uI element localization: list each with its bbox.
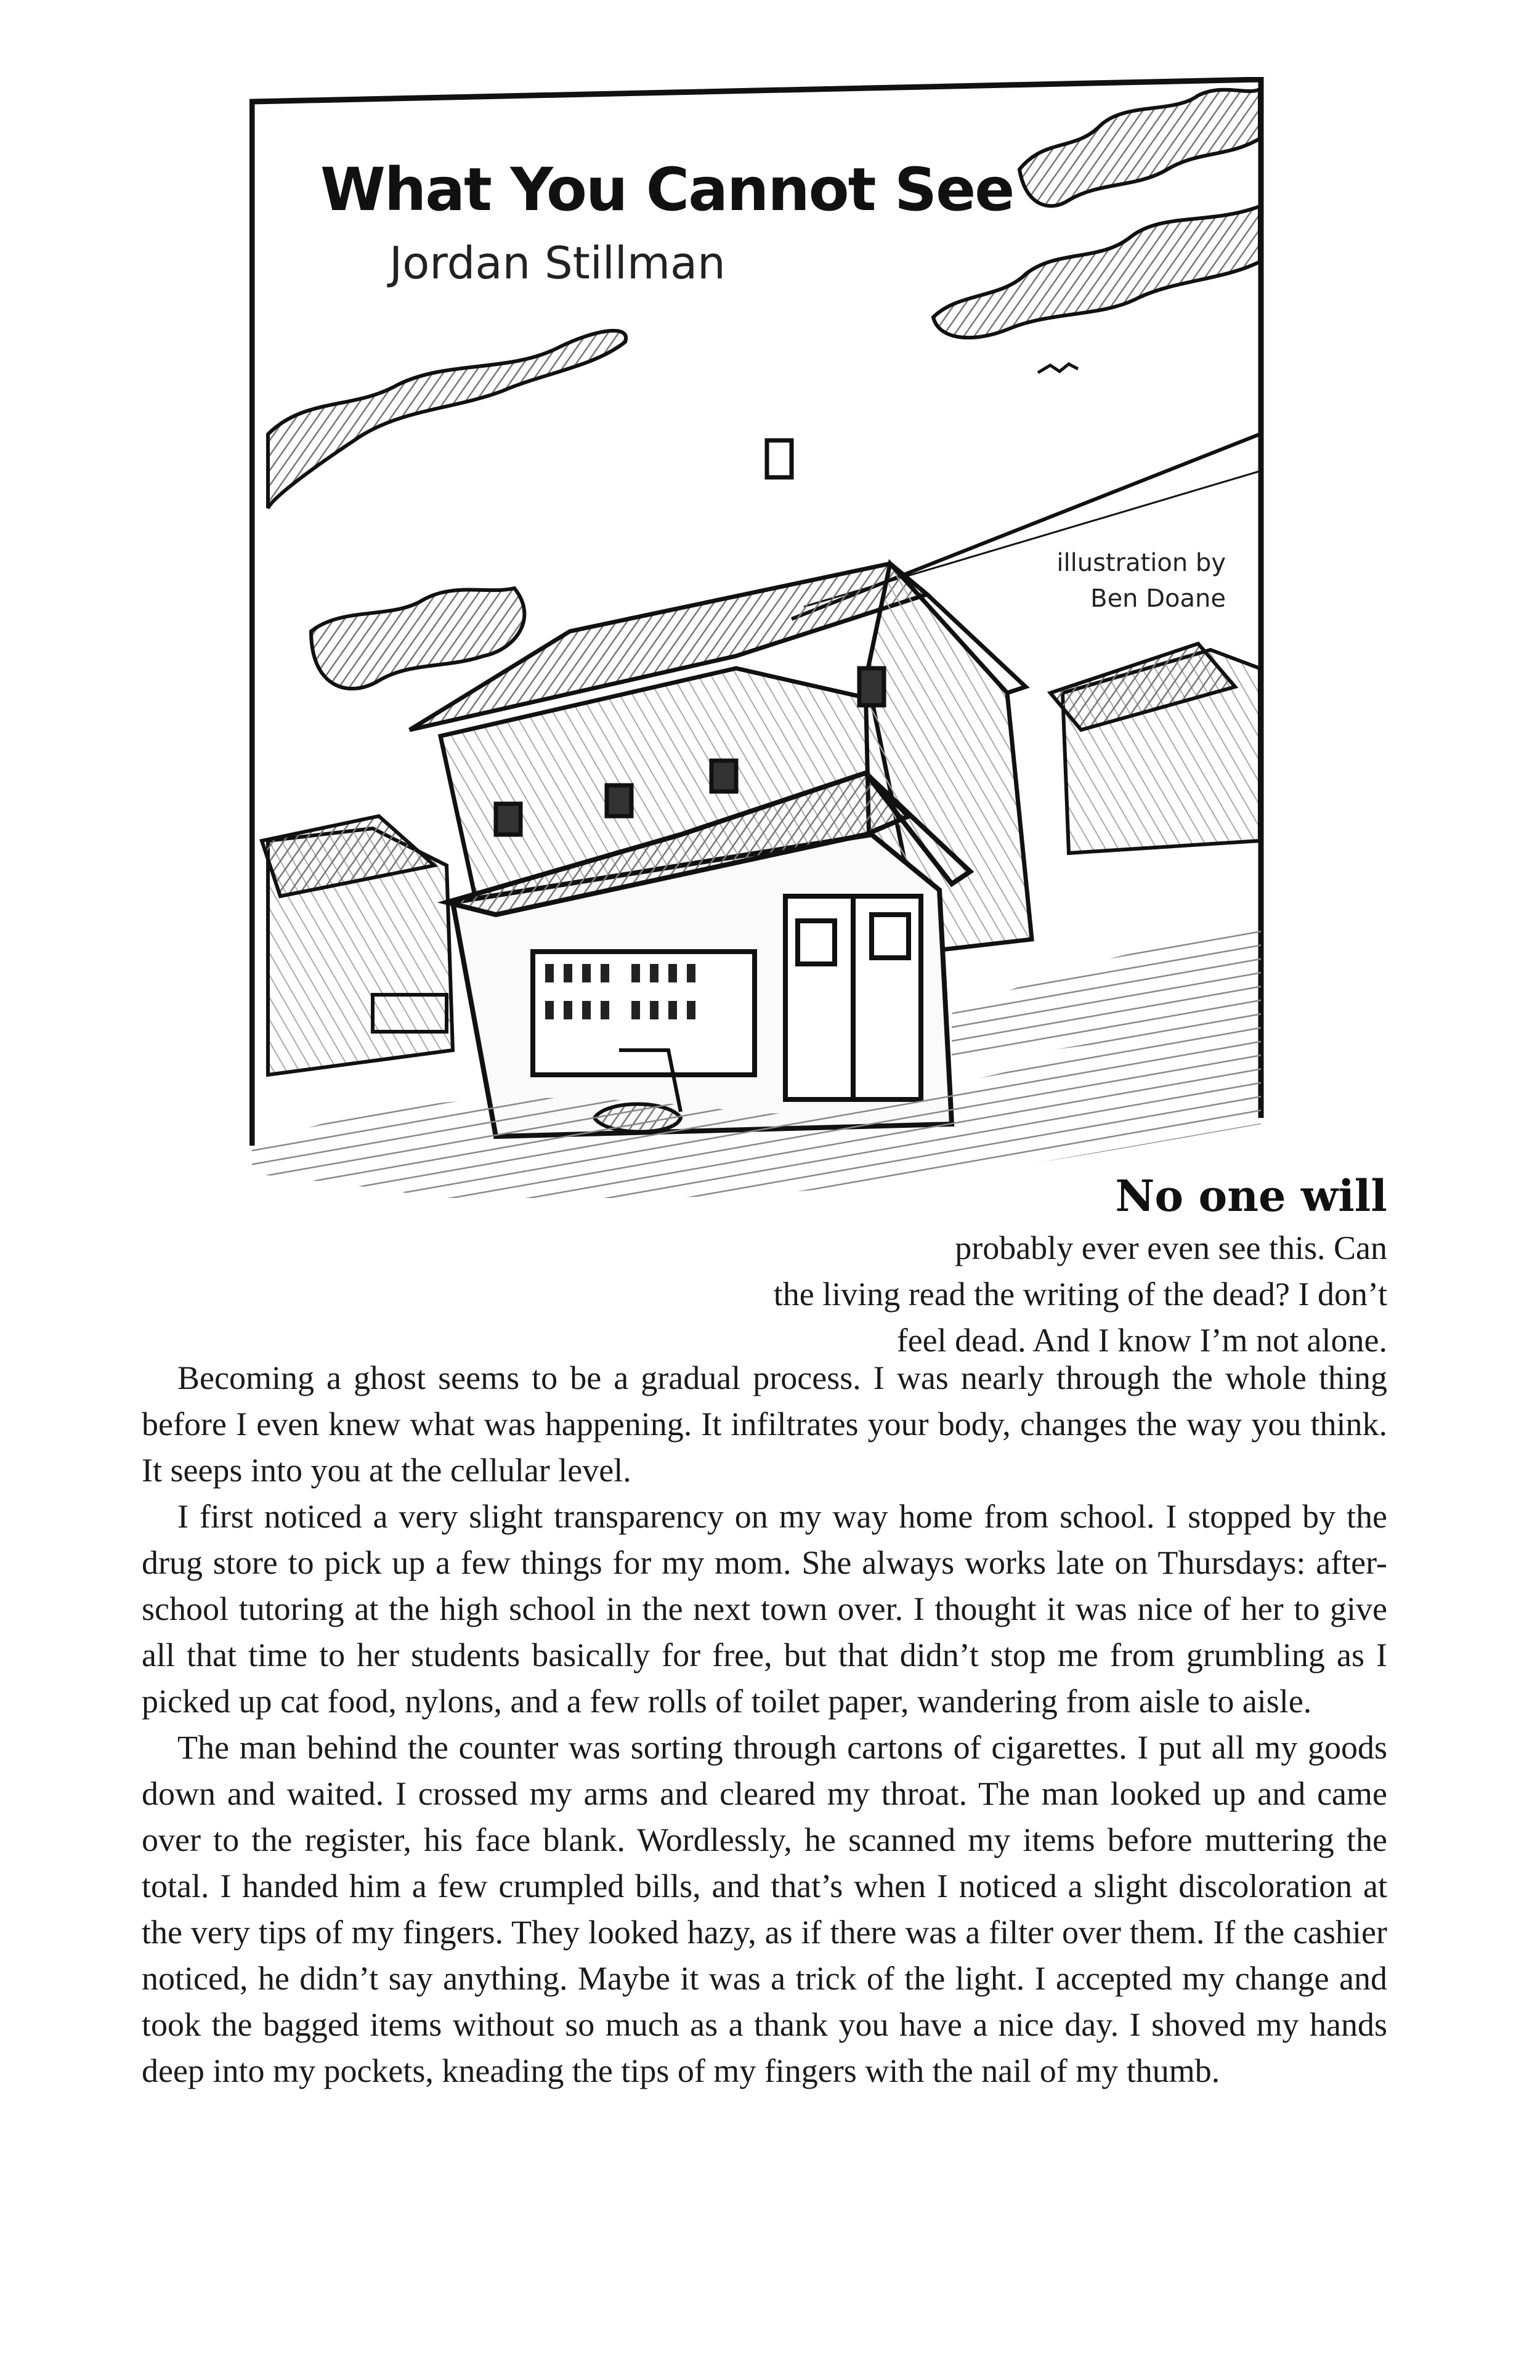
illustration-credit xyxy=(1029,545,1226,617)
author-name: Jordan Stillman xyxy=(389,237,726,289)
lead-in: No one will xyxy=(1115,1170,1387,1221)
intro-line-3: feel dead. And I know I’m not alone. xyxy=(896,1322,1387,1359)
intro-line-1: probably ever even see this. Can xyxy=(955,1229,1387,1266)
intro-line-2: the living read the writing of the dead? I don’t xyxy=(773,1276,1387,1313)
illustrator-name: Ben Doane xyxy=(1090,585,1226,613)
illustration-credit-line: illustration by xyxy=(1056,549,1226,577)
paragraph: Becoming a ghost seems to be a gradual process. I was nearly through the whole thing before I even knew what was happening. It infiltrates your body, changes the way you think. It seeps into you at the cellular level. xyxy=(142,1359,1387,1489)
paragraph: I first noticed a very slight transparency on my way home from school. I stopped by the drug store to pick up a few things for my mom. She always works late on Thursdays: after-school tutoring at the high school in the next town over. I thought it was nice of her to give all that time to her students basically for free, but that didn’t stop me from grumbling as I picked up cat food, nylons, and a few rolls of toilet paper, wandering from aisle to aisle. xyxy=(142,1498,1387,1720)
story-title: What You Cannot See xyxy=(320,155,1014,224)
story-body xyxy=(142,1355,1387,2094)
paragraph: The man behind the counter was sorting through cartons of cigarettes. I put all my goods down and waited. I crossed my arms and cleared my throat. The man looked up and came over to the register, his face blank. Wordlessly, he scanned my items before muttering the total. I handed him a few crumpled bills, and that’s when I noticed a slight discoloration at the very tips of my fingers. They looked hazy, as if there was a filter over them. If the cashier noticed, he didn’t say anything. Maybe it was a trick of the light. I accepted my change and took the bagged items without so much as a thank you have a nice day. I shoved my hands deep into my pockets, kneading the tips of my fingers with the nail of my thumb. xyxy=(142,1729,1387,2089)
